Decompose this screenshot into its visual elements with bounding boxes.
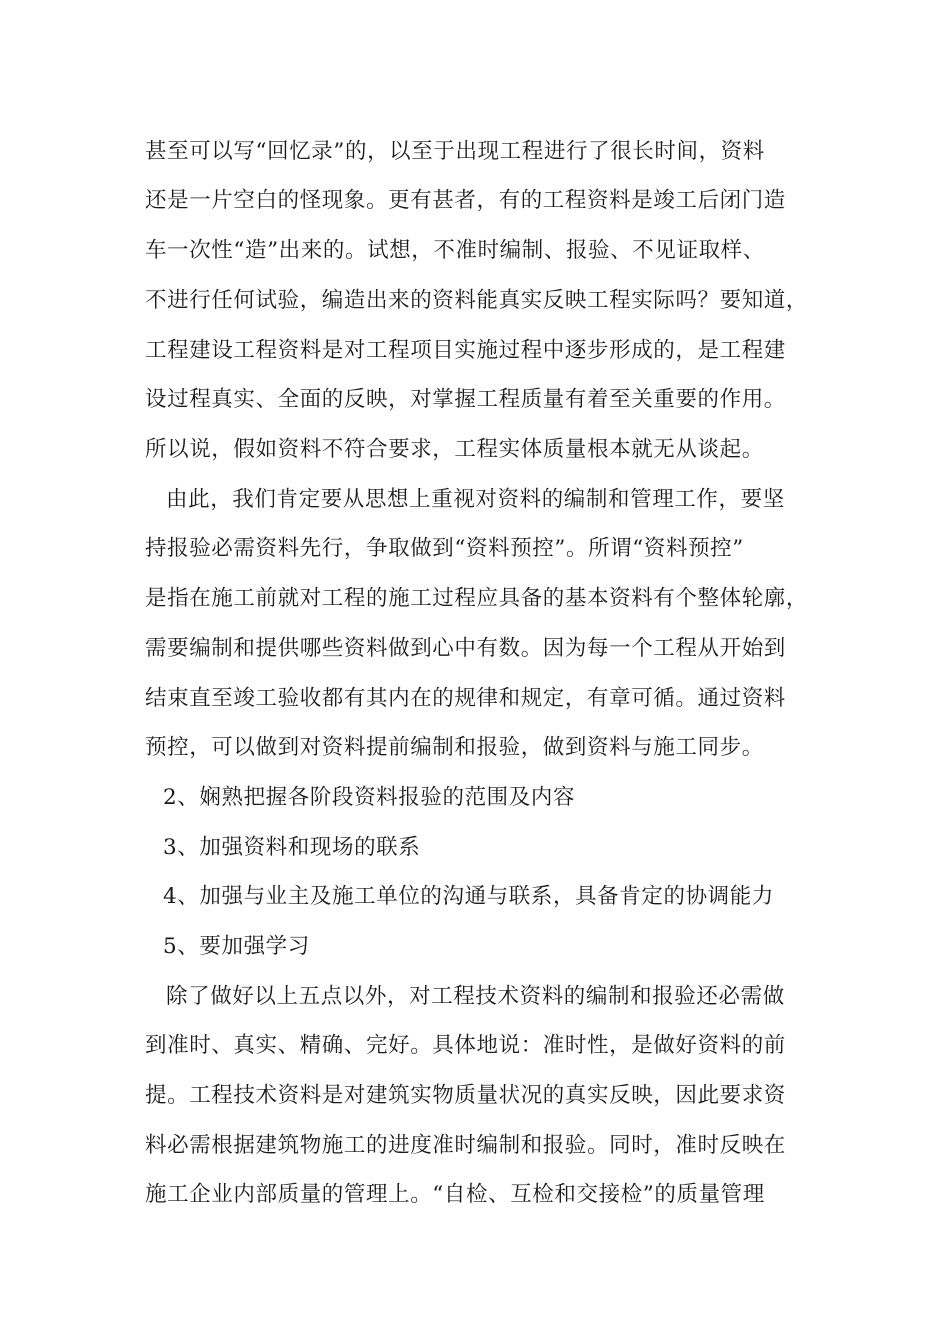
text-line: 持报验必需资料先行，争取做到“资料预控”。所谓“资料预控” xyxy=(145,536,744,561)
list-item: 4、加强与业主及施工单位的沟通与联系，具备肯定的协调能力 xyxy=(163,884,774,909)
text-line: 工程建设工程资料是对工程项目实施过程中逐步形成的，是工程建 xyxy=(145,338,786,363)
text-line: 施工企业内部质量的管理上。“自检、互检和交接检”的质量管理 xyxy=(145,1182,765,1207)
list-item: 5、要加强学习 xyxy=(163,934,310,959)
text-line: 甚至可以写“回忆录”的，以至于出现工程进行了很长时间，资料 xyxy=(145,139,765,164)
text-line: 结束直至竣工验收都有其内在的规律和规定，有章可循。通过资料 xyxy=(145,686,786,711)
text-line: 需要编制和提供哪些资料做到心中有数。因为每一个工程从开始到 xyxy=(145,636,786,661)
text-line: 预控，可以做到对资料提前编制和报验，做到资料与施工同步。 xyxy=(145,735,764,760)
text-line: 车一次性“造”出来的。试想，不准时编制、报验、不见证取样、 xyxy=(145,238,765,263)
text-line: 不进行任何试验，编造出来的资料能真实反映工程实际吗？要知道， xyxy=(145,288,809,313)
text-line: 还是一片空白的怪现象。更有甚者，有的工程资料是竣工后闭门造 xyxy=(145,188,786,213)
text-line: 提。工程技术资料是对建筑实物质量状况的真实反映，因此要求资 xyxy=(145,1083,786,1108)
list-item: 3、加强资料和现场的联系 xyxy=(163,835,421,860)
text-line: 除了做好以上五点以外，对工程技术资料的编制和报验还必需做 xyxy=(166,984,785,1009)
list-item: 2、娴熟把握各阶段资料报验的范围及内容 xyxy=(163,785,576,810)
text-line: 料必需根据建筑物施工的进度准时编制和报验。同时，准时反映在 xyxy=(145,1133,786,1158)
text-line: 所以说，假如资料不符合要求，工程实体质量根本就无从谈起。 xyxy=(145,437,764,462)
text-line: 到准时、真实、精确、完好。具体地说：准时性，是做好资料的前 xyxy=(145,1033,786,1058)
text-line: 是指在施工前就对工程的施工过程应具备的基本资料有个整体轮廓， xyxy=(145,586,809,611)
text-line: 设过程真实、全面的反映，对掌握工程质量有着至关重要的作用。 xyxy=(145,387,786,412)
text-line: 由此，我们肯定要从思想上重视对资料的编制和管理工作，要坚 xyxy=(166,487,785,512)
